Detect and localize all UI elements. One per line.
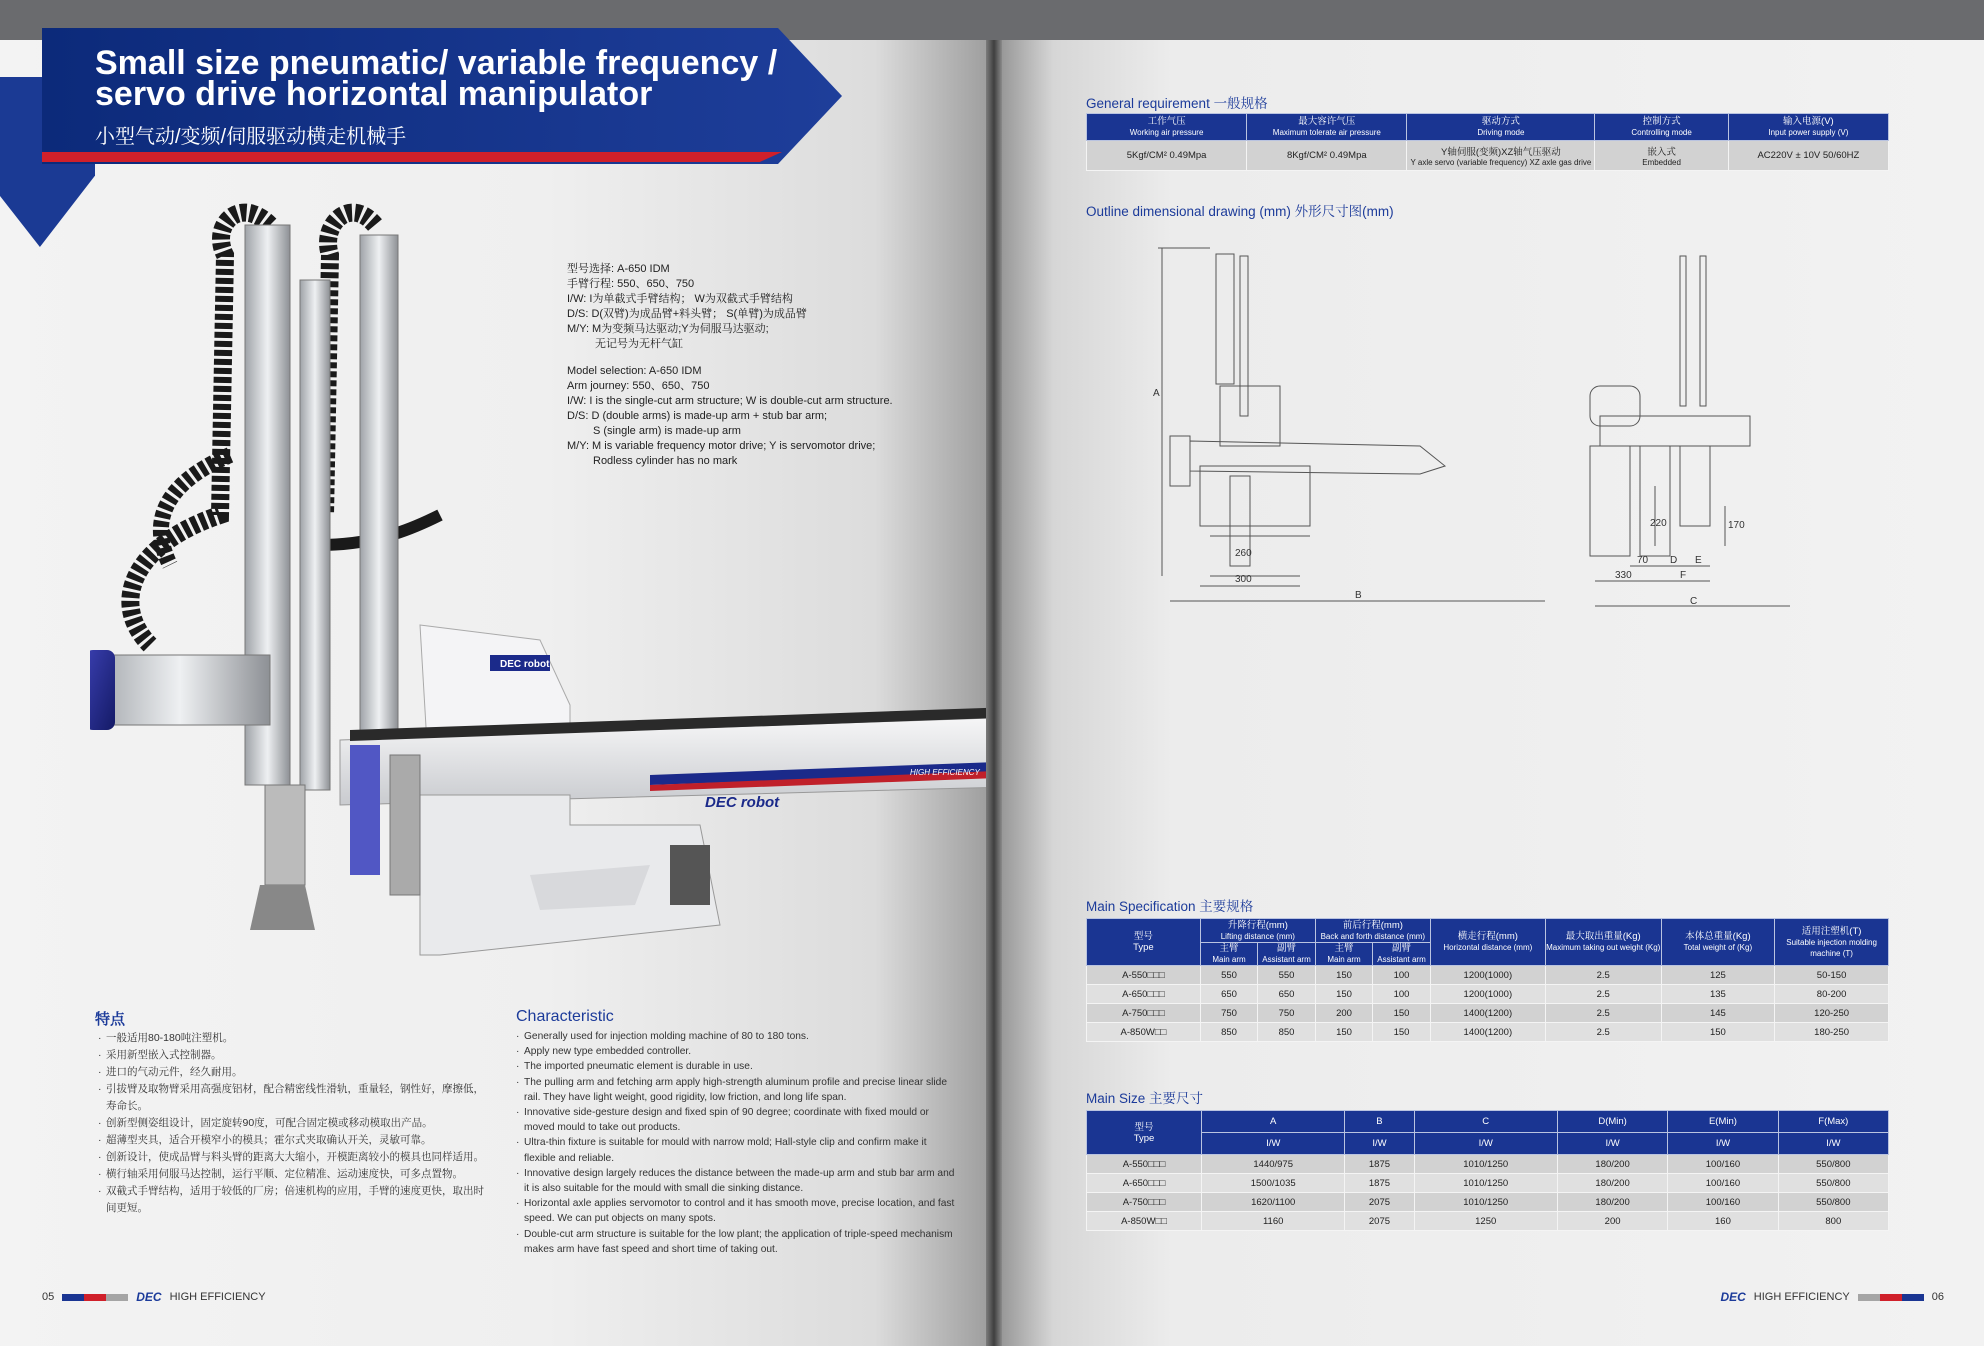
table-cell: 1010/1250 [1414,1193,1557,1212]
model-en-line: D/S: D (double arms) is made-up arm + stub bar arm; [567,410,828,422]
list-item: · The imported pneumatic element is durable in use. [516,1059,956,1074]
table-row [1087,1193,1889,1212]
header-en: Type [1133,1132,1155,1144]
dim-label-c: C [1690,596,1698,607]
general-requirement-table [1086,113,1889,171]
header-en: Back and forth distance (mm) [1320,931,1426,941]
table-cell: 1160 [1202,1212,1345,1231]
table-cell: 1875 [1345,1155,1414,1174]
table-cell: 135 [1661,985,1775,1004]
table-cell: 100 [1373,985,1431,1004]
header-en: Assistant arm [1262,955,1311,964]
table-row [1087,966,1889,985]
table-cell: 150 [1373,1023,1431,1042]
list-item: · 采用新型嵌入式控制器。 [98,1047,488,1064]
column-subheader: I/W [1668,1133,1778,1155]
header-en: Maximum tolerate air pressure [1272,128,1381,137]
beam-brand-logo: DEC robot [705,794,780,811]
dim-label-b: B [1355,590,1362,601]
title-banner-red-stripe [42,152,782,162]
header-cn: 本体总重量(Kg) [1685,931,1751,942]
main-size-table [1086,1110,1889,1231]
footer-left [42,1290,266,1304]
model-cn-line: 无记号为无杆气缸 [595,338,683,350]
model-cell: A-750□□□ [1087,1004,1201,1023]
model-cell: A-550□□□ [1087,966,1201,985]
table-cell: 125 [1661,966,1775,985]
list-item: · Generally used for injection molding machine of 80 to 180 tons. [516,1029,956,1044]
list-item: · 双截式手臂结构，适用于较低的厂房；倍速机构的应用，手臂的速度更快，取出时间更短。 [98,1183,488,1217]
model-cn-line: 型号选择: A-650 IDM [567,263,670,275]
table-cell: 100/160 [1668,1174,1778,1193]
column-header: E(Min) [1668,1111,1778,1133]
table-cell: 180/200 [1557,1174,1667,1193]
header-en: Total weight of (Kg) [1683,943,1753,952]
table-cell: 550 [1258,966,1316,985]
table-cell: 1440/975 [1202,1155,1345,1174]
header-en: Type [1133,942,1154,953]
table-cell: 50-150 [1775,966,1889,985]
column-subheader: I/W [1557,1133,1667,1155]
header-cn: 横走行程(mm) [1457,931,1518,942]
header-cn: 驱动方式 [1481,116,1520,127]
column-header: A [1202,1111,1345,1133]
table-row [1087,1155,1889,1174]
model-cell: A-550□□□ [1087,1155,1202,1174]
page-number: 06 [1931,1291,1944,1303]
features-en-title: Characteristic [516,1008,614,1025]
model-cn-line: I/W: I为单截式手臂结构； W为双截式手臂结构 [567,293,793,305]
column-header: B [1345,1111,1414,1133]
table-cell: 160 [1668,1212,1778,1231]
model-cn-line: M/Y: M为变频马达驱动;Y为伺服马达驱动; [567,323,769,335]
table-cell: 100/160 [1668,1155,1778,1174]
model-en-line: Model selection: A-650 IDM [567,365,702,377]
features-en-list [516,1029,956,1257]
model-cell: A-650□□□ [1087,985,1201,1004]
list-item: · Ultra-thin fixture is suitable for mould with narrow mold; Hall-style clip and confirm make it flexible and reliable. [516,1135,956,1165]
footer-brand-logo: DEC [1720,1290,1746,1304]
table-cell: 150 [1661,1023,1775,1042]
table-cell: 200 [1557,1212,1667,1231]
list-item: · 创新型侧姿组设计，固定旋转90度，可配合固定模或移动模取出产品。 [98,1115,488,1132]
table-cell: 80-200 [1775,985,1889,1004]
cell-line-en: Embedded [1642,158,1681,167]
model-selection-info [567,262,897,469]
table-cell: AC220V ± 10V 50/60HZ [1728,141,1888,171]
table-cell: 180-250 [1775,1023,1889,1042]
table-cell: 550/800 [1778,1174,1888,1193]
header-cn: 型号 [1133,931,1153,942]
header-cn: 输入电源(V) [1783,116,1834,127]
book-spine [986,40,1002,1346]
table-cell: 750 [1200,1004,1257,1023]
column-header: C [1414,1111,1557,1133]
cell-line: 嵌入式 [1647,147,1676,158]
table-cell: 750 [1258,1004,1316,1023]
header-cn: 工作气压 [1147,116,1186,127]
table-cell [1407,141,1595,171]
table-cell: 150 [1315,1023,1372,1042]
footer-color-stripe [62,1294,128,1301]
column-subheader: I/W [1202,1133,1345,1155]
header-en: Main arm [1327,955,1361,964]
robot-brand-badge: DEC robot [500,659,550,670]
model-cell: A-750□□□ [1087,1193,1202,1212]
dim-label-a: A [1153,388,1160,399]
header-en: Working air pressure [1129,128,1204,137]
general-requirement-title: General requirement 一般规格 [1086,96,1268,111]
header-en: Horizontal distance (mm) [1443,943,1533,952]
table-cell: 1250 [1414,1212,1557,1231]
dim-label-e: E [1695,555,1702,566]
dim-label-70: 70 [1637,555,1649,566]
header-en: Maximum taking out weight (Kg) [1546,943,1661,952]
header-cn: 前后行程(mm) [1342,919,1403,931]
model-en-line: S (single arm) is made-up arm [593,425,741,437]
beam-tagline: HIGH EFFICIENCY [910,768,980,777]
header-cn: 主臂 [1334,943,1354,954]
table-cell: 1010/1250 [1414,1155,1557,1174]
main-specification-title: Main Specification 主要规格 [1086,899,1254,914]
table-row [1087,1023,1889,1042]
table-cell: 2.5 [1545,966,1661,985]
table-cell: 2.5 [1545,985,1661,1004]
table-row [1087,1174,1889,1193]
list-item: · 横行轴采用伺服马达控制，运行平顺、定位精准、运动速度快，可多点置物。 [98,1166,488,1183]
table-row [1087,1212,1889,1231]
footer-text: HIGH EFFICIENCY [169,1291,266,1303]
table-cell: 100/160 [1668,1193,1778,1212]
list-item: · Innovative side-gesture design and fixed spin of 90 degree; coordinate with fixed mould or moved mould to take out products. [516,1105,956,1135]
header-en: Controlling mode [1631,128,1692,137]
list-item: · 一般适用80-180吨注塑机。 [98,1030,488,1047]
table-cell: 150 [1373,1004,1431,1023]
model-cn-line: D/S: D(双臂)为成品臂+料头臂； S(单臂)为成品臂 [567,308,807,320]
list-item: · 创新设计，使成品臂与料头臂的距离大大缩小，开模距离较小的模具也同样适用。 [98,1149,488,1166]
header-cn: 最大取出重量(Kg) [1565,931,1641,942]
model-cell: A-850W□□ [1087,1023,1201,1042]
features-cn-title: 特点 [95,1011,126,1028]
header-cn: 副臂 [1277,943,1297,954]
header-en: Driving mode [1477,128,1525,137]
cell-line: Y轴伺服(变频)XZ轴气压驱动 [1441,147,1561,158]
header-en: Suitable injection molding machine (T) [1786,937,1877,958]
dim-label-f: F [1680,570,1687,581]
cell-line-en: Y axle servo (variable frequency) XZ axle gas drive [1410,158,1592,167]
column-subheader: I/W [1778,1133,1888,1155]
footer-text: HIGH EFFICIENCY [1753,1291,1850,1303]
list-item: · The pulling arm and fetching arm apply high-strength aluminum profile and precise linear slide rail. They have light weight, good rigidity, low friction, and long life span. [516,1075,956,1105]
table-cell: 1200(1000) [1430,966,1545,985]
table-cell: 650 [1258,985,1316,1004]
outline-dimensional-drawing [1150,236,1800,616]
table-cell: 1010/1250 [1414,1174,1557,1193]
header-en: Main arm [1212,955,1246,964]
model-cell: A-650□□□ [1087,1174,1202,1193]
model-en-line: I/W: I is the single-cut arm structure; W is double-cut arm structure. [567,395,893,407]
column-header: F(Max) [1778,1111,1888,1133]
table-row [1087,1004,1889,1023]
model-cn-line: 手臂行程: 550、650、750 [567,278,695,290]
table-cell: 120-250 [1775,1004,1889,1023]
header-cn: 主臂 [1219,943,1239,954]
dim-label-330: 330 [1615,570,1632,581]
header-cn: 副臂 [1392,943,1412,954]
page-title-cn: 小型气动/变频/伺服驱动横走机械手 [95,126,407,148]
footer-color-stripe [1858,1294,1924,1301]
main-size-title: Main Size 主要尺寸 [1086,1091,1204,1106]
header-cn: 型号 [1134,1121,1154,1133]
table-cell: 1400(1200) [1430,1004,1545,1023]
page-title: Small size pneumatic/ variable frequency / servo drive horizontal manipulator [95,44,778,113]
table-cell: 2075 [1345,1212,1414,1231]
table-cell: 1400(1200) [1430,1023,1545,1042]
table-cell: 2.5 [1545,1023,1661,1042]
table-cell: 1875 [1345,1174,1414,1193]
features-cn-list [98,1030,488,1217]
table-cell: 145 [1661,1004,1775,1023]
column-header: D(Min) [1557,1111,1667,1133]
table-cell [1595,141,1728,171]
footer-right [1720,1290,1944,1304]
header-cn: 控制方式 [1642,116,1681,127]
model-en-line: Rodless cylinder has no mark [593,455,738,467]
table-cell: 800 [1778,1212,1888,1231]
table-cell: 2.5 [1545,1004,1661,1023]
column-subheader: I/W [1414,1133,1557,1155]
header-en: Assistant arm [1377,955,1426,964]
table-cell: 8Kgf/CM² 0.49Mpa [1247,141,1407,171]
list-item: · 进口的气动元件，经久耐用。 [98,1064,488,1081]
table-cell: 550/800 [1778,1155,1888,1174]
table-cell: 5Kgf/CM² 0.49Mpa [1087,141,1247,171]
table-cell: 150 [1315,966,1372,985]
dim-label-220: 220 [1650,518,1667,529]
list-item: · 引拔臂及取物臂采用高强度铝材，配合精密线性滑轨，重量轻，钢性好，摩擦低，寿命长。 [98,1081,488,1115]
page-number: 05 [42,1291,55,1303]
list-item: · Double-cut arm structure is suitable for the low plant; the application of triple-speed mechanism makes arm have fast speed and short time of taking out. [516,1227,956,1257]
list-item: · Innovative design largely reduces the distance between the made-up arm and stub bar arm and it is also suitable for the mould with small die sinking distance. [516,1166,956,1196]
table-cell: 150 [1315,985,1372,1004]
column-subheader: I/W [1345,1133,1414,1155]
list-item: · 超薄型夹具，适合开模窄小的模具；霍尔式夹取确认开关，灵敏可靠。 [98,1132,488,1149]
table-cell: 2075 [1345,1193,1414,1212]
model-cell: A-850W□□ [1087,1212,1202,1231]
main-specification-table [1086,918,1889,1042]
table-cell: 1500/1035 [1202,1174,1345,1193]
table-cell: 650 [1200,985,1257,1004]
dim-label-170: 170 [1728,520,1745,531]
table-cell: 550/800 [1778,1193,1888,1212]
dim-label-d: D [1670,555,1678,566]
outline-drawing-title: Outline dimensional drawing (mm) 外形尺寸图(mm) [1086,204,1394,219]
table-row [1087,985,1889,1004]
footer-brand-logo: DEC [136,1290,162,1304]
table-cell: 180/200 [1557,1193,1667,1212]
table-cell: 1200(1000) [1430,985,1545,1004]
header-cn: 适用注塑机(T) [1801,925,1862,937]
table-cell: 850 [1258,1023,1316,1042]
table-cell: 850 [1200,1023,1257,1042]
dim-label-300: 300 [1235,574,1252,585]
list-item: · Apply new type embedded controller. [516,1044,956,1059]
header-cn: 最大容许气压 [1298,116,1356,127]
table-cell: 1620/1100 [1202,1193,1345,1212]
table-cell: 550 [1200,966,1257,985]
dim-label-260: 260 [1235,548,1252,559]
header-en: Input power supply (V) [1768,128,1849,137]
list-item: · Horizontal axle applies servomotor to control and it has smooth move, precise location, and fast speed. We can put objects on many spots. [516,1196,956,1226]
table-cell: 180/200 [1557,1155,1667,1174]
model-en-line: Arm journey: 550、650、750 [567,380,710,392]
header-en: Lifting distance (mm) [1220,931,1295,941]
model-en-line: M/Y: M is variable frequency motor drive; Y is servomotor drive; [567,440,876,452]
header-cn: 升降行程(mm) [1227,919,1288,931]
table-cell: 100 [1373,966,1431,985]
table-cell: 200 [1315,1004,1372,1023]
